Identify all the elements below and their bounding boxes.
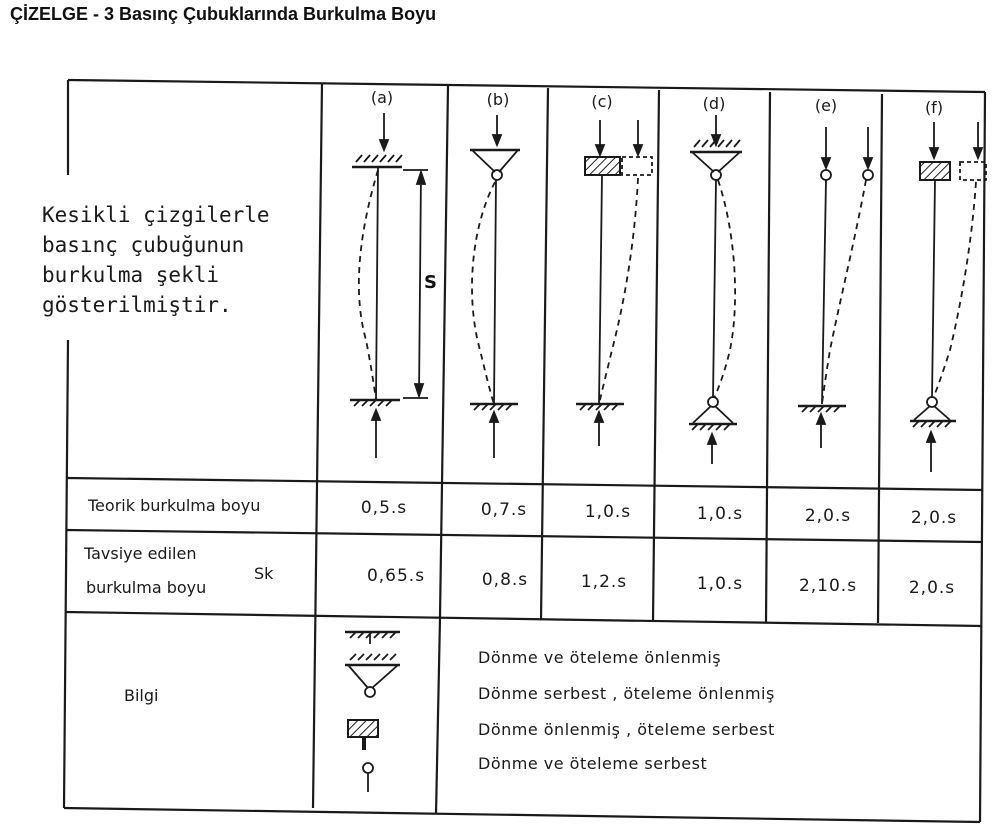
recommended-value-d: 1,0.s xyxy=(696,574,744,594)
diagram-e xyxy=(798,127,873,448)
legend-item-text: Dönme ve öteleme önlenmiş xyxy=(478,648,722,667)
diagram-b xyxy=(470,115,520,458)
description-line: basınç çubuğunun xyxy=(42,233,245,257)
description-text xyxy=(42,200,270,320)
theoretical-value-b: 0,7.s xyxy=(480,500,528,520)
free-end-icon xyxy=(363,763,373,792)
recommended-length-label-1: Tavsiye edilen xyxy=(84,544,197,563)
theoretical-value-d: 1,0.s xyxy=(696,504,744,524)
diagram-f xyxy=(910,122,986,472)
column-header-c: (c) xyxy=(591,92,613,111)
legend-item-text: Dönme ve öteleme serbest xyxy=(478,754,708,773)
recommended-value-f: 2,0.s xyxy=(908,578,956,598)
diagram-c xyxy=(576,120,652,446)
theoretical-value-a: 0,5.s xyxy=(360,498,408,518)
recommended-value-b: 0,8.s xyxy=(481,570,529,590)
legend-item-text: Dönme serbest , öteleme önlenmiş xyxy=(478,684,775,703)
legend-label: Bilgi xyxy=(124,686,159,705)
column-header-d: (d) xyxy=(702,94,726,113)
diagram-d xyxy=(689,115,742,464)
column-header-a: (a) xyxy=(370,88,394,107)
column-header-f: (f) xyxy=(924,98,944,117)
description-line: gösterilmiştir. xyxy=(42,293,232,317)
fixed-support-icon xyxy=(345,632,400,644)
description-line: burkulma şekli xyxy=(42,263,220,287)
sliding-fixed-support-icon xyxy=(348,720,378,750)
length-symbol: S xyxy=(424,272,437,293)
recommended-value-a: 0,65.s xyxy=(366,566,426,586)
page-title: ÇİZELGE - 3 Basınç Çubuklarında Burkulma Boyu xyxy=(10,4,437,24)
theoretical-value-f: 2,0.s xyxy=(910,508,958,528)
recommended-value-c: 1,2.s xyxy=(580,572,628,592)
column-header-e: (e) xyxy=(814,96,838,115)
recommended-value-e: 2,10.s xyxy=(798,576,858,596)
theoretical-value-e: 2,0.s xyxy=(804,506,852,526)
theoretical-length-label: Teorik burkulma boyu xyxy=(88,496,261,515)
diagram-a xyxy=(350,113,428,458)
column-header-b: (b) xyxy=(486,90,510,109)
theoretical-value-c: 1,0.s xyxy=(584,502,632,522)
recommended-length-label-2: burkulma boyu xyxy=(86,578,207,597)
legend-item-text: Dönme önlenmiş , öteleme serbest xyxy=(478,720,775,739)
sk-symbol: Sk xyxy=(254,564,274,583)
pinned-support-icon xyxy=(345,654,400,697)
description-line: Kesikli çizgilerle xyxy=(42,203,270,227)
